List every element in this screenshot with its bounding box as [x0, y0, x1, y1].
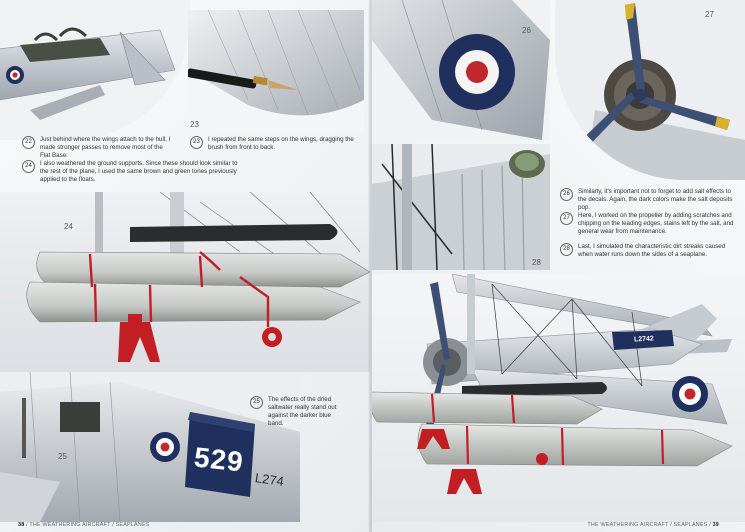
figure-number-24: 24 [64, 222, 73, 231]
photo-wing-brush [188, 10, 364, 132]
figure-number-23: 23 [190, 120, 199, 129]
footer-right [587, 522, 719, 528]
serial-large-text: L2742 [633, 335, 655, 344]
footer-separator: / [709, 522, 713, 528]
note-27 [560, 212, 738, 236]
note-number: 27 [560, 212, 573, 225]
photo-cockpit-streaks [372, 144, 550, 270]
figure-number-27: 27 [705, 10, 714, 19]
footer-section: SEAPLANES [115, 522, 150, 528]
footer-separator: / [112, 522, 116, 528]
photo-wing-roundel [372, 0, 550, 140]
footer-separator: / [26, 522, 30, 528]
figure-number-25: 25 [58, 452, 67, 461]
note-text: I also weathered the ground supports. Since these should look similar to the rest of the plane, I used the same brown and green tones previously applied to the floats. [40, 160, 238, 183]
serial-text: L274 [254, 470, 285, 489]
note-number: 25 [250, 396, 263, 409]
footer-title: THE WEATHERING AIRCRAFT [587, 522, 669, 528]
note-text: The effects of the dried saltwater really stand out against the darker blue band. [268, 396, 337, 427]
note-22 [22, 136, 172, 160]
note-text: Here, I worked on the propeller by adding scratches and chipping on the leading edges, stains left by the salt, and general wear from maintenance. [578, 212, 734, 235]
right-page [372, 0, 745, 532]
note-25 [250, 396, 345, 428]
figure-number-22: 22 [162, 125, 171, 134]
footer-separator: / [670, 522, 674, 528]
photo-cockpit-close-up [0, 0, 190, 140]
note-text: Just behind where the wings attach to the hull, I made stronger passes to remove most of the Flat Base. [40, 136, 171, 159]
page-number-left: 38 [18, 522, 25, 528]
note-number: 26 [560, 188, 573, 201]
figure-number-28: 28 [532, 258, 541, 267]
photo-propeller [555, 0, 745, 180]
note-number: 22 [22, 136, 35, 149]
note-24 [22, 160, 242, 184]
note-23 [190, 136, 360, 152]
note-26 [560, 188, 738, 212]
note-number: 23 [190, 136, 203, 149]
note-28 [560, 243, 738, 259]
footer-left [18, 522, 149, 528]
footer-title: THE WEATHERING AIRCRAFT [29, 522, 111, 528]
page-number-right: 39 [712, 522, 719, 528]
photo-fuselage-code [0, 372, 300, 522]
note-number: 24 [22, 160, 35, 173]
figure-number-26: 26 [522, 26, 531, 35]
note-text: Last, I simulated the characteristic dirt streaks caused when water runs down the sides of a seaplane. [578, 243, 726, 258]
photo-floats-ground-supports [0, 192, 370, 372]
photo-biplane-full [372, 274, 745, 522]
left-page [0, 0, 370, 532]
fuselage-code-text: 529 [192, 441, 246, 478]
note-text: I repeated the same steps on the wings, dragging the brush from front to back. [208, 136, 354, 151]
note-number: 28 [560, 243, 573, 256]
note-text: Similarly, it's important not to forget to add salt effects to the decals. Again, the dark colors make the salt deposits pop. [578, 188, 733, 211]
footer-section: SEAPLANES [673, 522, 708, 528]
